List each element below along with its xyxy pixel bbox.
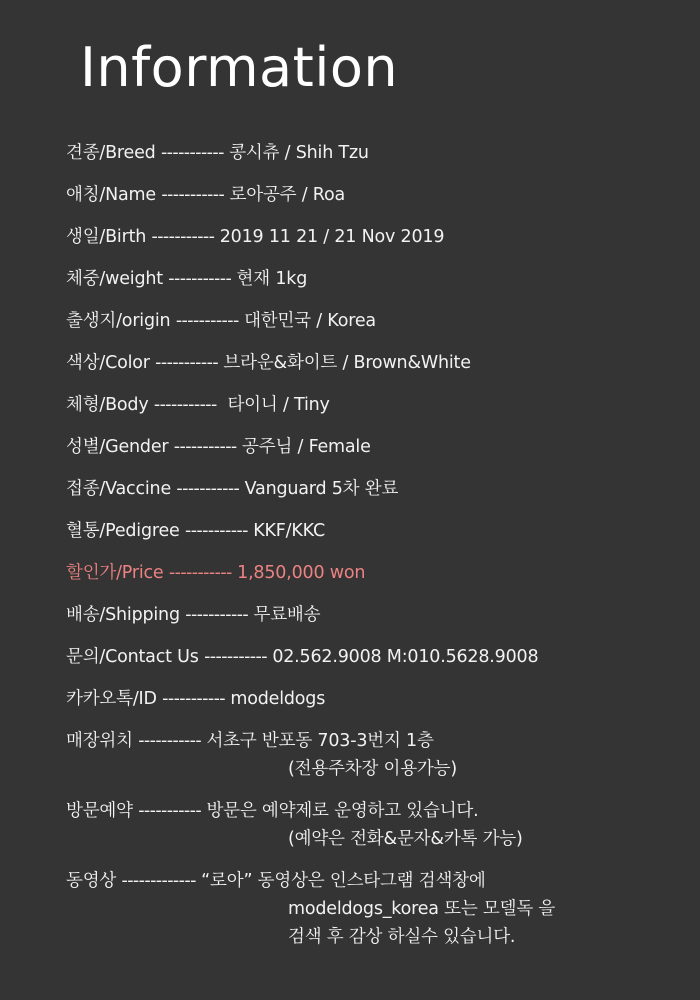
- store-value-line2: (전용주차장 이용가능): [288, 759, 457, 779]
- store-separator: -----------: [138, 731, 202, 751]
- info-row-origin: [66, 307, 696, 335]
- color-separator: -----------: [155, 353, 219, 373]
- shipping-separator: -----------: [185, 605, 249, 625]
- visit-value-line2: (예약은 전화&문자&카톡 가능): [288, 829, 523, 849]
- origin-value: 대한민국 / Korea: [244, 311, 376, 331]
- weight-separator: -----------: [168, 269, 232, 289]
- pedigree-value: KKF/KKC: [253, 521, 325, 541]
- name-value: 로아공주 / Roa: [229, 185, 346, 205]
- info-row-shipping: [66, 601, 696, 629]
- visit-label: 방문예약: [66, 801, 133, 821]
- info-row-visit: [66, 797, 696, 853]
- birth-separator: -----------: [151, 227, 215, 247]
- breed-separator: -----------: [160, 143, 224, 163]
- info-row-weight: [66, 265, 696, 293]
- visit-separator: -----------: [138, 801, 202, 821]
- info-row-birth: [66, 223, 696, 251]
- kakao-label: 카카오톡/ID: [66, 689, 157, 709]
- origin-label: 출생지/origin: [66, 311, 171, 331]
- info-row-store: [66, 727, 696, 783]
- info-row-gender: [66, 433, 696, 461]
- info-row-breed: [66, 139, 696, 167]
- contact-value: 02.562.9008 M:010.5628.9008: [272, 647, 539, 667]
- gender-label: 성별/Gender: [66, 437, 169, 457]
- color-label: 색상/Color: [66, 353, 150, 373]
- body-separator: -----------: [153, 395, 217, 415]
- gender-separator: -----------: [173, 437, 237, 457]
- store-label: 매장위치: [66, 731, 133, 751]
- video-separator: -------------: [121, 871, 196, 891]
- video-label: 동영상: [66, 871, 117, 891]
- name-label: 애칭/Name: [66, 185, 156, 205]
- info-row-price: [66, 559, 696, 587]
- visit-value: 방문은 예약제로 운영하고 있습니다.: [206, 801, 479, 821]
- origin-separator: -----------: [175, 311, 239, 331]
- info-row-video: [66, 867, 696, 951]
- info-row-kakao: [66, 685, 696, 713]
- contact-separator: -----------: [204, 647, 267, 667]
- pedigree-separator: -----------: [185, 521, 248, 541]
- shipping-label: 배송/Shipping: [66, 605, 180, 625]
- video-value-line3: 검색 후 감상 하실수 있습니다.: [288, 927, 516, 947]
- info-row-contact: [66, 643, 696, 671]
- vaccine-separator: -----------: [176, 479, 240, 499]
- weight-label: 체중/weight: [66, 269, 163, 289]
- body-value: 타이니 / Tiny: [222, 395, 330, 415]
- breed-label: 견종/Breed: [66, 143, 156, 163]
- vaccine-value: Vanguard 5차 완료: [244, 479, 399, 499]
- name-separator: -----------: [161, 185, 225, 205]
- vaccine-label: 접종/Vaccine: [66, 479, 172, 499]
- info-row-name: [66, 181, 696, 209]
- info-row-color: [66, 349, 696, 377]
- info-row-body: [66, 391, 696, 419]
- price-value: 1,850,000 won: [237, 563, 366, 583]
- store-value: 서초구 반포동 703-3번지 1층: [206, 731, 434, 751]
- info-list: [66, 139, 696, 965]
- page-title: Information: [80, 36, 399, 99]
- color-value: 브라운&화이트 / Brown&White: [223, 353, 471, 373]
- kakao-separator: -----------: [162, 689, 226, 709]
- price-label: 할인가/Price: [66, 563, 164, 583]
- info-row-vaccine: [66, 475, 696, 503]
- birth-label: 생일/Birth: [66, 227, 147, 247]
- gender-value: 공주님 / Female: [242, 437, 371, 457]
- weight-value: 현재 1kg: [236, 269, 308, 289]
- video-value: “로아” 동영상은 인스타그램 검색창에: [201, 871, 486, 891]
- info-row-pedigree: [66, 517, 696, 545]
- video-value-line2: modeldogs_korea 또는 모델독 을: [288, 899, 556, 919]
- price-separator: -----------: [168, 563, 232, 583]
- kakao-value: modeldogs: [230, 689, 326, 709]
- contact-label: 문의/Contact Us: [66, 647, 199, 667]
- breed-value: 콩시츄 / Shih Tzu: [229, 143, 369, 163]
- body-label: 체형/Body: [66, 395, 149, 415]
- shipping-value: 무료배송: [253, 605, 321, 625]
- pedigree-label: 혈통/Pedigree: [66, 521, 180, 541]
- birth-value: 2019 11 21 / 21 Nov 2019: [219, 227, 445, 247]
